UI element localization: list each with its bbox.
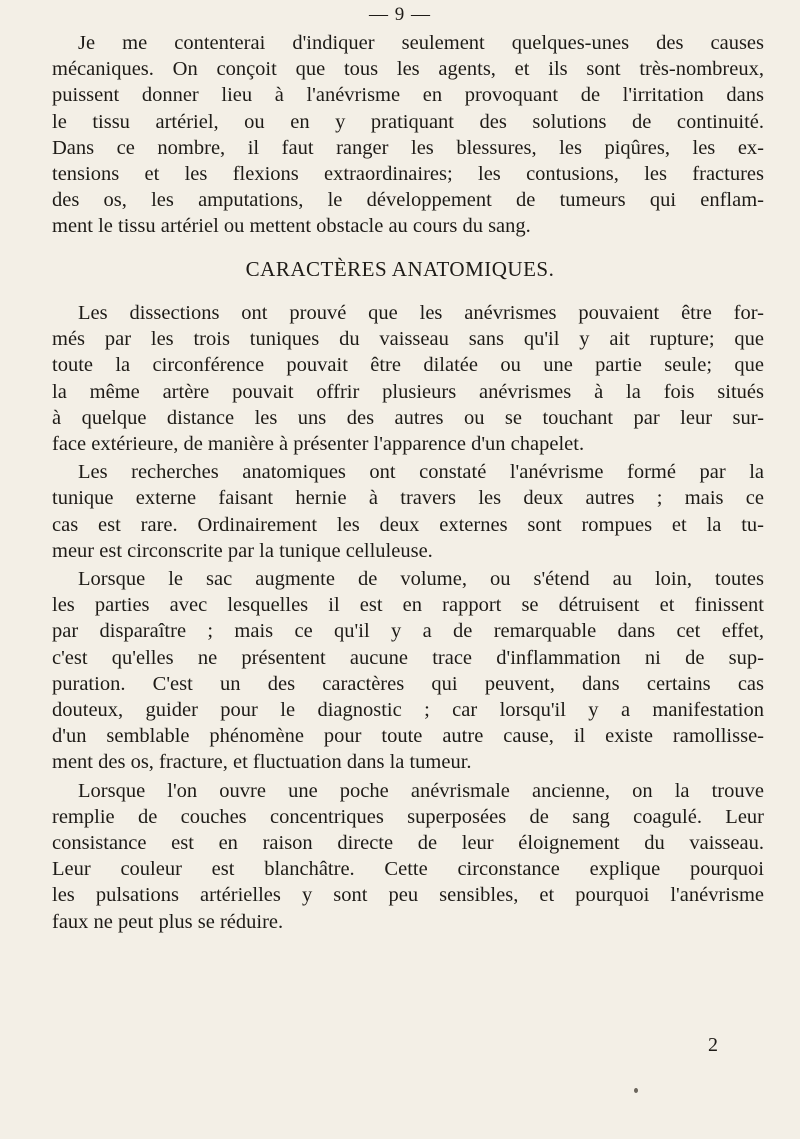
intro-paragraph [52, 30, 764, 240]
text-line: le tissu artériel, ou en y pratiquant des solutions de continuité. [52, 110, 764, 133]
text-line: Les recherches anatomiques ont constaté l'anévrisme formé par la [78, 461, 764, 484]
text-line: Leur couleur est blanchâtre. Cette circonstance explique pourquoi [52, 858, 764, 881]
page-number: — 9 — [369, 4, 431, 25]
text-line: remplie de couches concentriques superposées de sang coagulé. Leur [52, 805, 764, 828]
text-line: à quelque distance les uns des autres ou se touchant par leur sur- [52, 406, 764, 429]
text-line: ment le tissu artériel ou mettent obstacle au cours du sang. [52, 215, 531, 238]
text-line: la même artère pouvait offrir plusieurs anévrismes à la fois situés [52, 380, 764, 403]
text-line: puissent donner lieu à l'anévrisme en provoquant de l'irritation dans [52, 84, 764, 107]
text-line: mécaniques. On conçoit que tous les agents, et ils sont très-nombreux, [52, 58, 764, 81]
text-line: douteux, guider pour le diagnostic ; car lorsqu'il y a manifestation [52, 699, 764, 722]
text-line: consistance est en raison directe de leur éloignement du vaisseau. [52, 832, 764, 855]
text-line: les pulsations artérielles y sont peu sensibles, et pourquoi l'anévrisme [52, 884, 764, 907]
section-title: CARACTÈRES ANATOMIQUES. [245, 257, 555, 281]
text-line: c'est qu'elles ne présentent aucune trace d'inflammation ni de sup- [52, 646, 764, 669]
text-line: tunique externe faisant hernie à travers les deux autres ; mais ce [52, 487, 764, 510]
section-body [52, 300, 764, 935]
text-line: d'un semblable phénomène pour toute autre cause, il existe ramollisse- [52, 725, 764, 748]
text-line: ment des os, fracture, et fluctuation dans la tumeur. [52, 751, 472, 774]
text-line: toute la circonférence pouvait être dilatée ou une partie seule; que [52, 354, 764, 377]
text-line: Lorsque l'on ouvre une poche anévrismale ancienne, on la trouve [78, 779, 764, 802]
text-line: des os, les amputations, le développement de tumeurs qui enflam- [52, 189, 764, 212]
signature-mark: 2 [708, 1034, 718, 1056]
text-line: cas est rare. Ordinairement les deux externes sont rompues et la tu- [52, 513, 764, 536]
paragraph-recherches [52, 459, 764, 564]
text-line: meur est circonscrite par la tunique celluleuse. [52, 539, 433, 562]
paragraph-sac [52, 566, 764, 776]
text-line: face extérieure, de manière à présenter l'apparence d'un chapelet. [52, 433, 585, 456]
text-line: par disparaître ; mais ce qu'il y a de remarquable dans cet effet, [52, 620, 764, 643]
ink-speck [634, 1088, 638, 1093]
text-line: Les dissections ont prouvé que les anévrismes pouvaient être for- [78, 302, 764, 324]
text-line: faux ne peut plus se réduire. [52, 910, 284, 933]
text-line: més par les trois tuniques du vaisseau sans qu'il y ait rupture; que [52, 328, 764, 351]
text-line: Lorsque le sac augmente de volume, ou s'étend au loin, toutes [78, 568, 764, 591]
text-line: Je me contenterai d'indiquer seulement quelques-unes des causes [78, 32, 764, 54]
text-line: Dans ce nombre, il faut ranger les blessures, les piqûres, les ex- [52, 136, 764, 159]
text-line: puration. C'est un des caractères qui peuvent, dans certains cas [52, 672, 764, 695]
text-line: les parties avec lesquelles il est en rapport se détruisent et finissent [52, 594, 764, 617]
paragraph-dissections [52, 300, 764, 457]
paragraph-poche [52, 778, 764, 935]
text-line: tensions et les flexions extraordinaires; les contusions, les fractures [52, 163, 764, 186]
